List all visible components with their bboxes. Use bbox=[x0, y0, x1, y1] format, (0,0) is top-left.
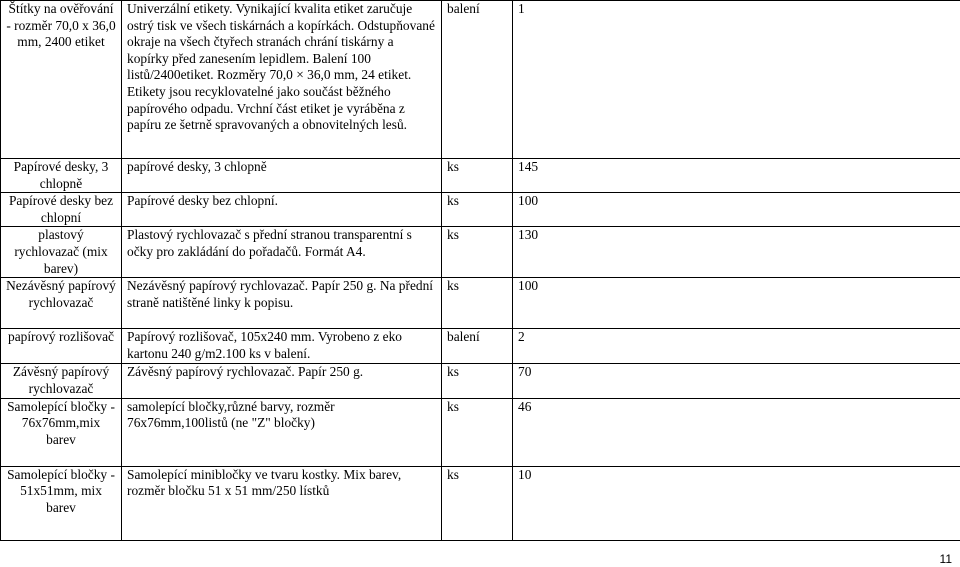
product-unit: balení bbox=[442, 329, 513, 364]
table-row bbox=[1, 193, 960, 227]
product-name: Štítky na ověřování - rozměr 70,0 x 36,0 mm, 2400 etiket bbox=[1, 1, 122, 159]
product-description: Plastový rychlovazač s přední stranou transparentní s očky pro zakládání do pořadačů. Formát A4. bbox=[122, 227, 442, 278]
product-quantity: 2 bbox=[513, 329, 960, 364]
product-name: Papírové desky, 3 chlopně bbox=[1, 159, 122, 193]
product-unit: ks bbox=[442, 193, 513, 227]
product-unit: ks bbox=[442, 227, 513, 278]
product-quantity: 10 bbox=[513, 466, 960, 540]
table-row bbox=[1, 1, 960, 159]
product-unit: ks bbox=[442, 364, 513, 398]
product-description: papírové desky, 3 chlopně bbox=[122, 159, 442, 193]
product-description: Papírové desky bez chlopní. bbox=[122, 193, 442, 227]
product-quantity: 70 bbox=[513, 364, 960, 398]
product-unit: ks bbox=[442, 466, 513, 540]
product-quantity: 46 bbox=[513, 398, 960, 466]
product-quantity: 130 bbox=[513, 227, 960, 278]
product-unit: ks bbox=[442, 278, 513, 329]
table-row bbox=[1, 227, 960, 278]
product-name: Papírové desky bez chlopní bbox=[1, 193, 122, 227]
product-name: papírový rozlišovač bbox=[1, 329, 122, 364]
product-quantity: 100 bbox=[513, 193, 960, 227]
product-description: samolepící bločky,různé barvy, rozměr 76x76mm,100listů (ne "Z" bločky) bbox=[122, 398, 442, 466]
product-description: Univerzální etikety. Vynikající kvalita etiket zaručuje ostrý tisk ve všech tiskárnách a kopírkách. Odstupňované okraje na všech čtyřech stranách chrání tiskárny a kopírky před zanesením lepidlem. Balení 100 listů/2400etiket. Rozměry 70,0 × 36,0 mm, 24 etiket. Etikety jsou recyklovatelné jako součást běžného papírového odpadu. Vrchní část etiket je vyráběna z papíru ze šetrně spravovaných a obnovitelných lesů. bbox=[122, 1, 442, 159]
product-name: Samolepící bločky - 51x51mm, mix barev bbox=[1, 466, 122, 540]
product-description: Papírový rozlišovač, 105x240 mm. Vyrobeno z eko kartonu 240 g/m2.100 ks v balení. bbox=[122, 329, 442, 364]
product-unit: ks bbox=[442, 159, 513, 193]
product-description: Nezávěsný papírový rychlovazač. Papír 250 g. Na přední straně natištěné linky k popisu. bbox=[122, 278, 442, 329]
product-description: Závěsný papírový rychlovazač. Papír 250 g. bbox=[122, 364, 442, 398]
table-row bbox=[1, 278, 960, 329]
product-quantity: 1 bbox=[513, 1, 960, 159]
product-quantity: 100 bbox=[513, 278, 960, 329]
table-row bbox=[1, 159, 960, 193]
table-row bbox=[1, 398, 960, 466]
table-row bbox=[1, 329, 960, 364]
product-name: Závěsný papírový rychlovazač bbox=[1, 364, 122, 398]
product-name: Nezávěsný papírový rychlovazač bbox=[1, 278, 122, 329]
product-unit: balení bbox=[442, 1, 513, 159]
product-quantity: 145 bbox=[513, 159, 960, 193]
product-unit: ks bbox=[442, 398, 513, 466]
table-row bbox=[1, 466, 960, 540]
table-row bbox=[1, 364, 960, 398]
product-description: Samolepící minibločky ve tvaru kostky. Mix barev, rozměr bločku 51 x 51 mm/250 lístků bbox=[122, 466, 442, 540]
product-name: Samolepící bločky - 76x76mm,mix barev bbox=[1, 398, 122, 466]
page-number: 11 bbox=[939, 552, 952, 566]
product-name: plastový rychlovazač (mix barev) bbox=[1, 227, 122, 278]
